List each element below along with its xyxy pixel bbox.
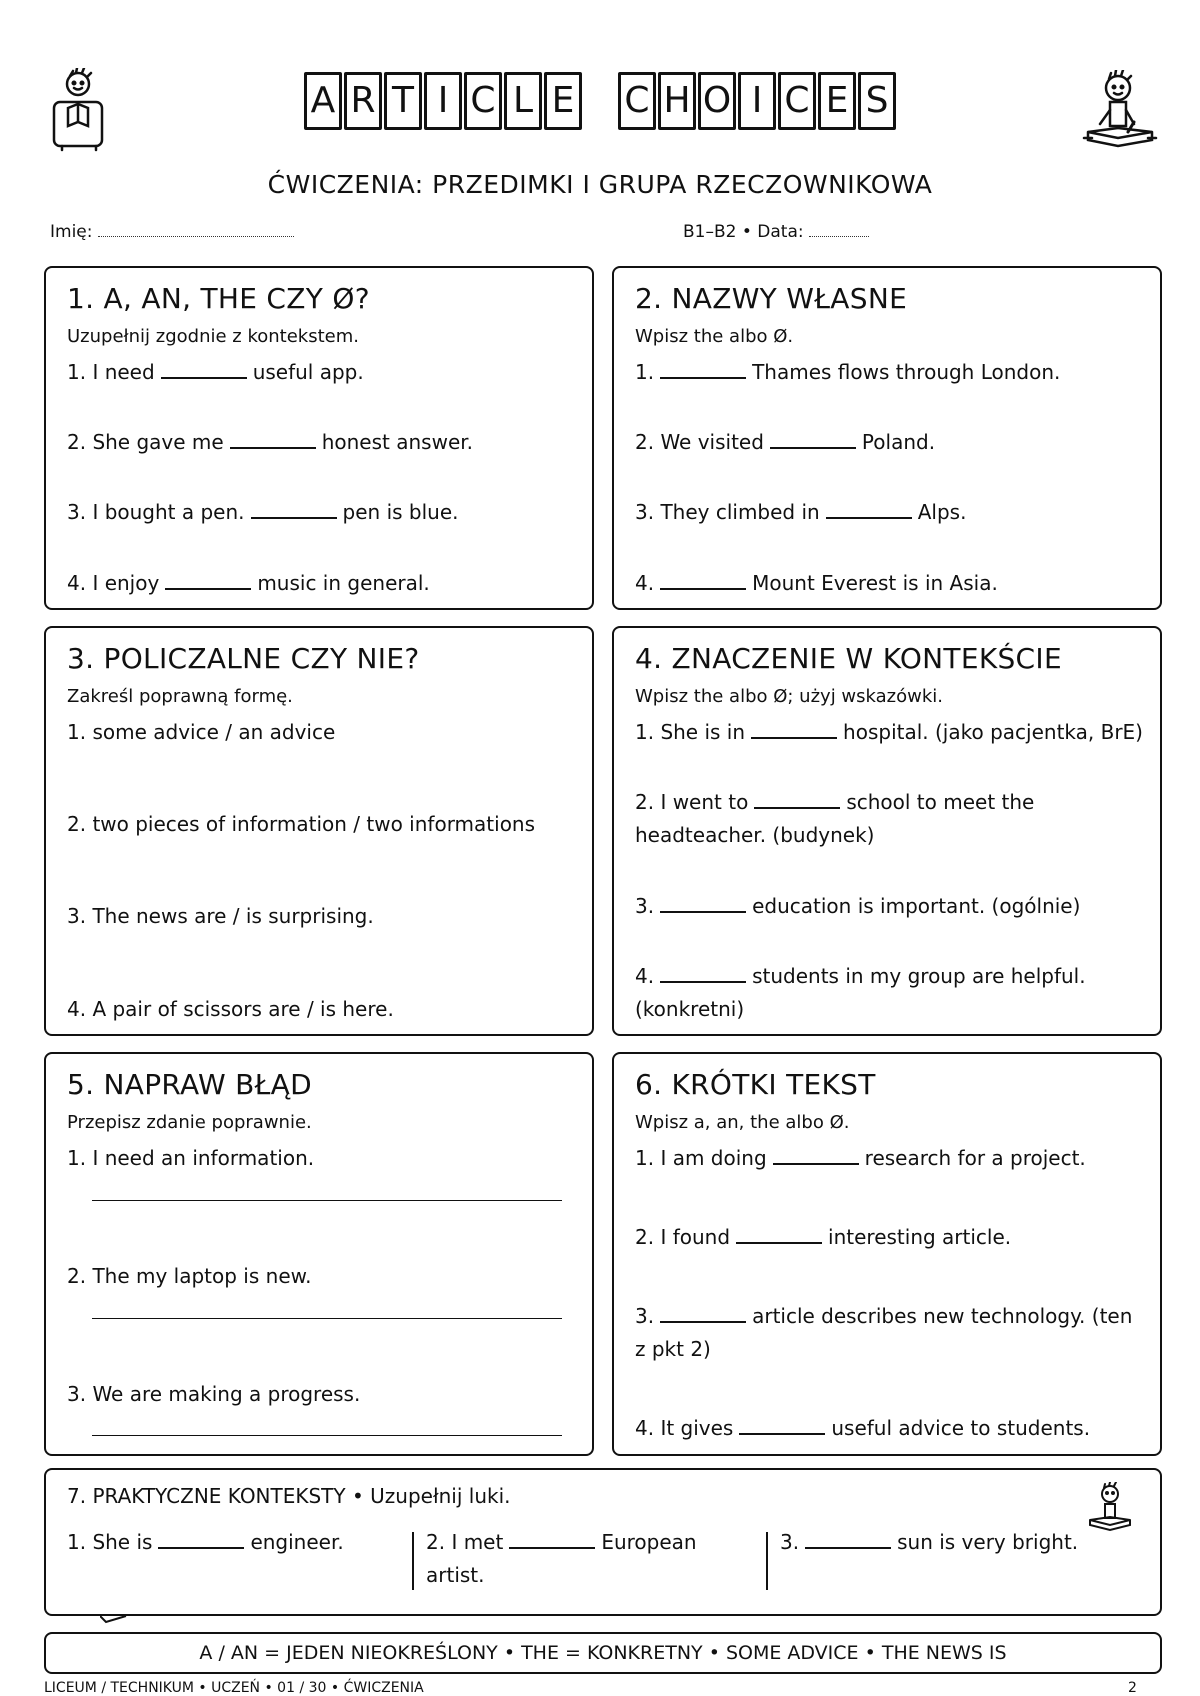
section-4-item (635, 960, 1086, 1026)
section-4-title: 4. ZNACZENIE W KONTEKŚCIE (635, 642, 1062, 675)
item-text: 2. I met (426, 1530, 504, 1554)
item-text: hospital. (jako pacjentka, BrE) (843, 720, 1143, 744)
section-2-item (635, 356, 1060, 389)
item-text: headteacher. (budynek) (635, 823, 875, 847)
item-text: Alps. (917, 500, 967, 524)
section-2-item (635, 567, 998, 600)
answer-line[interactable] (92, 1435, 562, 1436)
writing-boy-icon (1080, 70, 1160, 154)
item-text: 2. I went to (635, 790, 749, 814)
section-7-box (44, 1468, 1162, 1616)
item-text: useful advice to students. (831, 1416, 1091, 1440)
section-2-box (612, 266, 1162, 610)
item-text: interesting article. (828, 1225, 1012, 1249)
section-3-title: 3. POLICZALNE CZY NIE? (67, 642, 420, 675)
item-text: Poland. (861, 430, 936, 454)
section-7-item (426, 1526, 697, 1592)
item-text: school to meet the (846, 790, 1035, 814)
section-4-item (635, 716, 1143, 749)
worksheet-subtitle: ĆWICZENIA: PRZEDIMKI I GRUPA RZECZOWNIKOWA (267, 170, 933, 199)
answer-blank[interactable] (161, 365, 247, 379)
answer-blank[interactable] (230, 435, 316, 449)
section-5-item: 2. The my laptop is new. (67, 1264, 312, 1288)
item-text: useful app. (252, 360, 364, 384)
title-letter-tile: I (738, 72, 776, 130)
title-letter-tile: H (658, 72, 696, 130)
item-text: artist. (426, 1563, 485, 1587)
section-6-item (635, 1142, 1086, 1175)
title-letter-tile: E (818, 72, 856, 130)
item-text: 4. I enjoy (67, 571, 160, 595)
section-7-item (780, 1526, 1078, 1559)
column-divider (412, 1532, 414, 1590)
item-text: 2. We visited (635, 430, 764, 454)
section-5-item: 1. I need an information. (67, 1146, 315, 1170)
section-4-instruction: Wpisz the albo Ø; użyj wskazówki. (635, 686, 943, 707)
section-7-title: 7. PRAKTYCZNE KONTEKSTY • Uzupełnij luki. (67, 1484, 511, 1508)
section-3-instruction: Zakreśl poprawną formę. (67, 686, 293, 707)
answer-blank[interactable] (660, 1309, 746, 1323)
answer-blank[interactable] (251, 505, 337, 519)
answer-blank[interactable] (805, 1535, 891, 1549)
column-divider (766, 1532, 768, 1590)
item-text: European (601, 1530, 697, 1554)
item-text: 3. I bought a pen. (67, 500, 245, 524)
section-5-instruction: Przepisz zdanie poprawnie. (67, 1112, 312, 1133)
title-letter-tile: I (424, 72, 462, 130)
item-text: (konkretni) (635, 997, 745, 1021)
small-writing-boy-icon (1086, 1482, 1134, 1534)
section-3-box (44, 626, 594, 1036)
answer-blank[interactable] (739, 1421, 825, 1435)
section-2-item (635, 496, 966, 529)
section-7-item (67, 1526, 344, 1559)
section-1-title: 1. A, AN, THE CZY Ø? (67, 282, 370, 315)
title-letter-tile: O (698, 72, 736, 130)
section-6-item (635, 1300, 1132, 1366)
section-5-title: 5. NAPRAW BŁĄD (67, 1068, 312, 1101)
section-1-item (67, 496, 459, 529)
item-text: 3. (635, 894, 655, 918)
item-text: z pkt 2) (635, 1337, 711, 1361)
item-text: 4. (635, 571, 655, 595)
section-6-instruction: Wpisz a, an, the albo Ø. (635, 1112, 850, 1133)
item-text: 3. They climbed in (635, 500, 820, 524)
date-field[interactable] (683, 222, 869, 242)
date-dotted-line[interactable] (809, 236, 869, 237)
item-text: education is important. (ogólnie) (752, 894, 1081, 918)
item-text: pen is blue. (342, 500, 459, 524)
answer-blank[interactable] (773, 1151, 859, 1165)
item-text: 3. (780, 1530, 800, 1554)
name-field[interactable] (50, 222, 294, 242)
level-date-label: B1–B2 • Data: (683, 222, 804, 242)
item-text: 2. I found (635, 1225, 731, 1249)
answer-blank[interactable] (509, 1535, 595, 1549)
section-3-item[interactable]: 3. The news are / is surprising. (67, 904, 374, 928)
section-1-item (67, 567, 430, 600)
section-2-instruction: Wpisz the albo Ø. (635, 326, 794, 347)
section-3-item[interactable]: 2. two pieces of information / two informations (67, 812, 536, 836)
section-4-item (635, 786, 1034, 852)
answer-line[interactable] (92, 1200, 562, 1201)
item-text: article describes new technology. (ten (752, 1304, 1133, 1328)
title-letter-tile: E (544, 72, 582, 130)
answer-blank[interactable] (660, 969, 746, 983)
name-label: Imię: (50, 222, 93, 242)
item-text: 4. It gives (635, 1416, 734, 1440)
item-text: 2. She gave me (67, 430, 224, 454)
footer-left-text: LICEUM / TECHNIKUM • UCZEŃ • 01 / 30 • ĆWICZENIA (44, 1680, 424, 1696)
title-letter-tile: L (504, 72, 542, 130)
answer-blank[interactable] (736, 1230, 822, 1244)
item-text: 1. She is (67, 1530, 153, 1554)
section-2-item (635, 426, 935, 459)
section-1-item (67, 356, 364, 389)
summary-rule-box: A / AN = JEDEN NIEOKREŚLONY • THE = KONKRETNY • SOME ADVICE • THE NEWS IS (44, 1632, 1162, 1674)
item-text: sun is very bright. (897, 1530, 1079, 1554)
item-text: 4. (635, 964, 655, 988)
name-dotted-line[interactable] (98, 236, 294, 237)
item-text: Thames flows through London. (752, 360, 1061, 384)
answer-blank[interactable] (826, 505, 912, 519)
section-4-box (612, 626, 1162, 1036)
item-text: 1. She is in (635, 720, 746, 744)
section-4-item (635, 890, 1080, 923)
section-3-item[interactable]: 4. A pair of scissors are / is here. (67, 997, 394, 1021)
speech-bubble-tail (100, 1604, 130, 1624)
section-5-item: 3. We are making a progress. (67, 1382, 361, 1406)
page-number: 2 (1128, 1680, 1137, 1696)
title-letter-tile: T (384, 72, 422, 130)
section-1-box (44, 266, 594, 610)
reading-boy-icon (50, 68, 114, 152)
section-5-box (44, 1052, 594, 1456)
answer-blank[interactable] (158, 1535, 244, 1549)
section-6-title: 6. KRÓTKI TEKST (635, 1068, 876, 1101)
section-6-item (635, 1221, 1011, 1254)
title-letter-tile: C (618, 72, 656, 130)
item-text: engineer. (250, 1530, 344, 1554)
item-text: 3. (635, 1304, 655, 1328)
section-3-item[interactable]: 1. some advice / an advice (67, 720, 336, 744)
title-letter-tile: A (304, 72, 342, 130)
item-text: 1. (635, 360, 655, 384)
answer-blank[interactable] (754, 795, 840, 809)
item-text: 1. I am doing (635, 1146, 767, 1170)
title-letter-tile: C (464, 72, 502, 130)
section-1-item (67, 426, 473, 459)
section-1-instruction: Uzupełnij zgodnie z kontekstem. (67, 326, 359, 347)
worksheet-title (0, 72, 1200, 130)
item-text: Mount Everest is in Asia. (752, 571, 998, 595)
answer-line[interactable] (92, 1318, 562, 1319)
answer-blank[interactable] (660, 576, 746, 590)
item-text: research for a project. (864, 1146, 1086, 1170)
answer-blank[interactable] (660, 365, 746, 379)
section-6-box (612, 1052, 1162, 1456)
answer-blank[interactable] (165, 576, 251, 590)
item-text: 1. I need (67, 360, 155, 384)
title-letter-tile: R (344, 72, 382, 130)
item-text: students in my group are helpful. (752, 964, 1086, 988)
item-text: honest answer. (321, 430, 473, 454)
title-letter-tile: C (778, 72, 816, 130)
section-2-title: 2. NAZWY WŁASNE (635, 282, 908, 315)
title-letter-tile: S (858, 72, 896, 130)
item-text: music in general. (257, 571, 430, 595)
answer-blank[interactable] (751, 725, 837, 739)
answer-blank[interactable] (660, 899, 746, 913)
section-6-item (635, 1412, 1090, 1445)
answer-blank[interactable] (770, 435, 856, 449)
